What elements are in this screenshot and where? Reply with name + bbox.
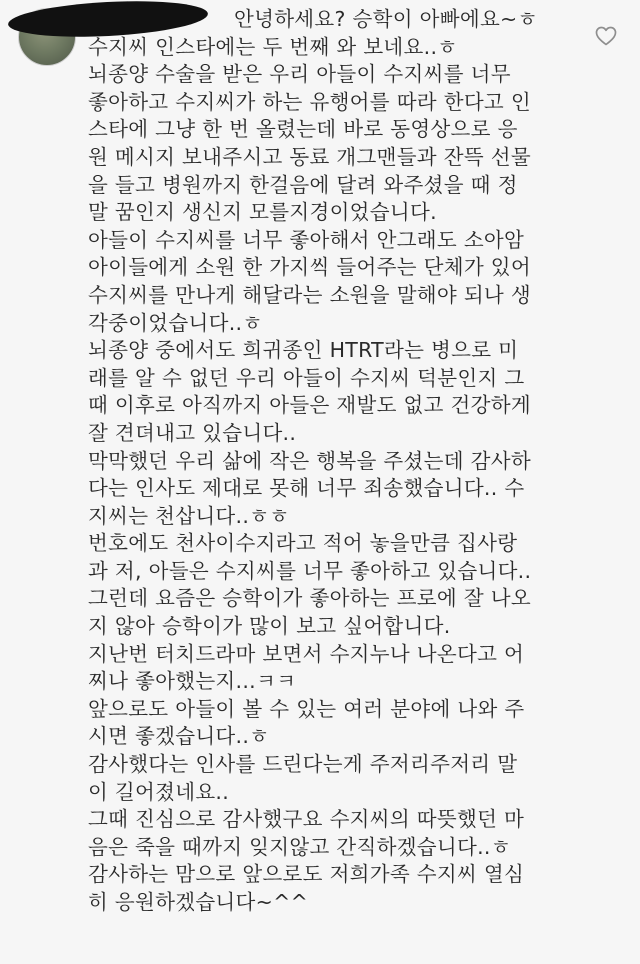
comment-line: 래를 알 수 없던 우리 아들이 수지씨 덕분인지 그 <box>88 365 525 390</box>
comment-line: 잘 견뎌내고 있습니다.. <box>88 420 297 445</box>
comment-line: 좋아하고 수지씨가 하는 유행어를 따라 한다고 인 <box>88 89 531 114</box>
comment-line: 지 않아 승학이가 많이 보고 싶어합니다. <box>88 614 451 639</box>
comment-text <box>88 6 618 917</box>
comment-line: 음은 죽을 때까지 잊지않고 간직하겠습니다..ㅎ <box>88 834 511 859</box>
like-button[interactable] <box>594 24 618 48</box>
comment-line: 다는 인사도 제대로 못해 너무 죄송했습니다.. 수 <box>88 476 525 501</box>
comment-line: 과 저, 아들은 수지씨를 너무 좋아하고 있습니다.. <box>88 558 532 583</box>
comment-line: 스타에 그냥 한 번 올렸는데 바로 동영상으로 응 <box>88 117 518 142</box>
comment-line: 앞으로도 아들이 볼 수 있는 여러 분야에 나와 주 <box>88 696 525 721</box>
comment-line: 아이들에게 소원 한 가지씩 들어주는 단체가 있어 <box>88 255 531 280</box>
comment-line: 원 메시지 보내주시고 동료 개그맨들과 잔뜩 선물 <box>88 144 531 169</box>
comment-line: 각중이었습니다..ㅎ <box>88 310 263 335</box>
comment-line: 뇌종양 수술을 받은 우리 아들이 수지씨를 너무 <box>88 62 511 87</box>
comment-line: 이 길어졌네요.. <box>88 779 230 804</box>
comment-line: 수지씨를 만나게 해달라는 소원을 말해야 되나 생 <box>88 282 531 307</box>
comment-line: 감사하는 맘으로 앞으로도 저희가족 수지씨 열심 <box>88 862 525 887</box>
comment-line: 안녕하세요? 승학이 아빠에요~ㅎ <box>234 7 538 31</box>
comment-line: 그런데 요즘은 승학이가 좋아하는 프로에 잘 나오 <box>88 586 531 611</box>
comment-line: 히 응원하겠습니다~^^ <box>88 890 309 914</box>
comment-line: 말 꿈인지 생신지 모를지경이었습니다. <box>88 200 437 225</box>
heart-outline-icon <box>594 24 618 48</box>
comment-line: 수지씨 인스타에는 두 번째 와 보네요..ㅎ <box>88 34 458 59</box>
comment-line: 때 이후로 아직까지 아들은 재발도 없고 건강하게 <box>88 393 531 418</box>
comment-line: 을 들고 병원까지 한걸음에 달려 와주셨을 때 정 <box>88 172 518 197</box>
comment-line: 번호에도 천사이수지라고 적어 놓을만큼 집사랑 <box>88 531 518 556</box>
comment-line: 시면 좋겠습니다..ㅎ <box>88 724 270 749</box>
comment-line: 아들이 수지씨를 너무 좋아해서 안그래도 소아암 <box>88 227 525 252</box>
comment-line: 지씨는 천삽니다..ㅎㅎ <box>88 503 290 528</box>
comment-line: 막막했던 우리 삶에 작은 행복을 주셨는데 감사하 <box>88 448 531 473</box>
comment-line: 감사했다는 인사를 드린다는게 주저리주저리 말 <box>88 752 518 777</box>
comment-line: 지난번 터치드라마 보면서 수지누나 나온다고 어 <box>88 641 525 666</box>
comment-line: 그때 진심으로 감사했구요 수지씨의 따뜻했던 마 <box>88 807 525 832</box>
comment-line: 찌나 좋아했는지...ㅋㅋ <box>88 669 297 694</box>
comment-line: 뇌종양 중에서도 희귀종인 HTRT라는 병으로 미 <box>88 338 519 363</box>
